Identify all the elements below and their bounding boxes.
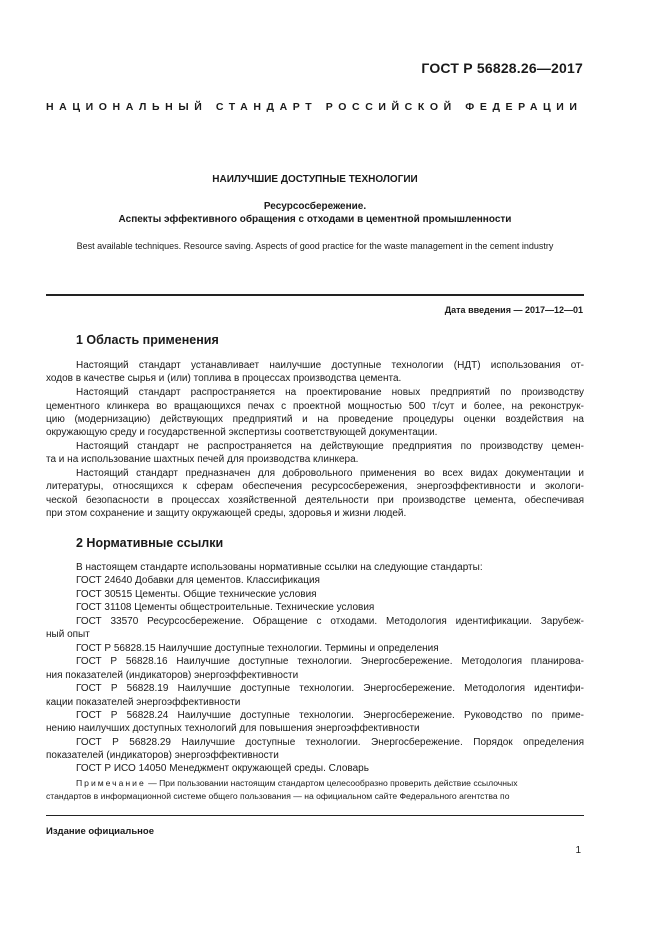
page-number: 1: [575, 845, 581, 856]
section-1-line: цементного клинкера во вращающихся печах с проектной мощностью 500 т/сут и более, на реконструк-: [46, 401, 584, 412]
section-1-line: цию (модернизацию) действующих предприятий и на проведение процедуры оценки воздействия на: [46, 414, 584, 425]
document-number: ГОСТ Р 56828.26—2017: [421, 60, 583, 76]
official-edition-label: Издание официальное: [46, 826, 154, 837]
section-1-heading: 1 Область применения: [76, 333, 219, 347]
reference-line: ГОСТ Р 56828.15 Наилучшие доступные технологии. Термины и определения: [76, 643, 439, 654]
divider-bottom: [46, 815, 584, 816]
reference-line: ГОСТ Р 56828.24 Наилучшие доступные технологии. Энергосбережение. Руководство по приме-: [76, 710, 584, 721]
english-title: Best available techniques. Resource saving. Aspects of good practice for the waste management in the cement industry: [76, 241, 554, 251]
reference-line: ГОСТ Р ИСО 14050 Менеджмент окружающей среды. Словарь: [76, 763, 369, 774]
effective-date: Дата введения — 2017—12—01: [444, 305, 583, 315]
reference-line: кации показателей энергоэффективности: [46, 697, 241, 708]
section-1-line: Настоящий стандарт устанавливает наилучшие доступные технологии (НДТ) использования от-: [76, 360, 584, 371]
note-line-1: [76, 777, 584, 790]
note-line-2: стандартов в информационной системе общего пользования — на официальном сайте Федерального агентства по: [46, 791, 510, 801]
reference-line: ГОСТ 33570 Ресурсосбережение. Обращение с отходами. Методология идентификации. Зарубеж-: [76, 616, 584, 627]
reference-line: ГОСТ 31108 Цементы общестроительные. Технические условия: [76, 602, 375, 613]
reference-line: нению наилучших доступных технологий для повышения энергоэффективности: [46, 723, 420, 734]
title-line-1: НАИЛУЧШИЕ ДОСТУПНЫЕ ТЕХНОЛОГИИ: [212, 174, 418, 185]
section-1-line: ходов в качестве сырья и (или) топлива в процессах производства цемента.: [46, 373, 402, 384]
reference-line: ГОСТ Р 56828.29 Наилучшие доступные технологии. Энергосбережение. Порядок определения: [76, 737, 584, 748]
reference-line: ния показателей (индикаторов) энергоэффективности: [46, 670, 299, 681]
divider-top: [46, 294, 584, 296]
reference-line: ный опыт: [46, 629, 90, 640]
section-1-line: ческой безопасности в процессах хозяйственной деятельности при производстве цемента, обеспечивая: [46, 495, 584, 506]
section-1-line: Настоящий стандарт предназначен для добровольного применения во всех видах документации и: [76, 468, 584, 479]
title-line-3: Аспекты эффективного обращения с отходами в цементной промышленности: [118, 214, 512, 225]
reference-line: ГОСТ Р 56828.19 Наилучшие доступные технологии. Энергосбережение. Методология идентифи-: [76, 683, 584, 694]
national-standard-banner: НАЦИОНАЛЬНЫЙ СТАНДАРТ РОССИЙСКОЙ ФЕДЕРАЦИИ: [46, 101, 583, 113]
section-2-heading: 2 Нормативные ссылки: [76, 536, 224, 550]
reference-line: показателей (индикаторов) энергоэффективности: [46, 750, 279, 761]
title-line-2: Ресурсосбережение.: [263, 201, 367, 212]
section-1-line: при этом сохранение и защиту окружающей среды, здоровья и жизни людей.: [46, 508, 407, 519]
reference-line: В настоящем стандарте использованы нормативные ссылки на следующие стандарты:: [76, 562, 483, 573]
section-1-line: та и на использование шахтных печей для производства клинкера.: [46, 454, 359, 465]
reference-line: ГОСТ 30515 Цементы. Общие технические условия: [76, 589, 317, 600]
note-text: — При пользовании настоящим стандартом целесообразно проверить действие ссылочных: [145, 778, 518, 788]
section-1-line: окружающую среду и государственной экспертизы соответствующей документации.: [46, 427, 438, 438]
section-1-line: литературы, относящихся к сферам обеспечения ресурсосбережения, энергоэффективности и экологи-: [46, 481, 584, 492]
reference-line: ГОСТ Р 56828.16 Наилучшие доступные технологии. Энергосбережение. Методология планирова-: [76, 656, 584, 667]
section-1-line: Настоящий стандарт не распространяется на действующие предприятия по производству цемен-: [76, 441, 584, 452]
note-label: Примечание: [76, 778, 146, 788]
section-1-line: Настоящий стандарт распространяется на проектирование новых предприятий по производству: [76, 387, 584, 398]
reference-line: ГОСТ 24640 Добавки для цементов. Классификация: [76, 575, 320, 586]
